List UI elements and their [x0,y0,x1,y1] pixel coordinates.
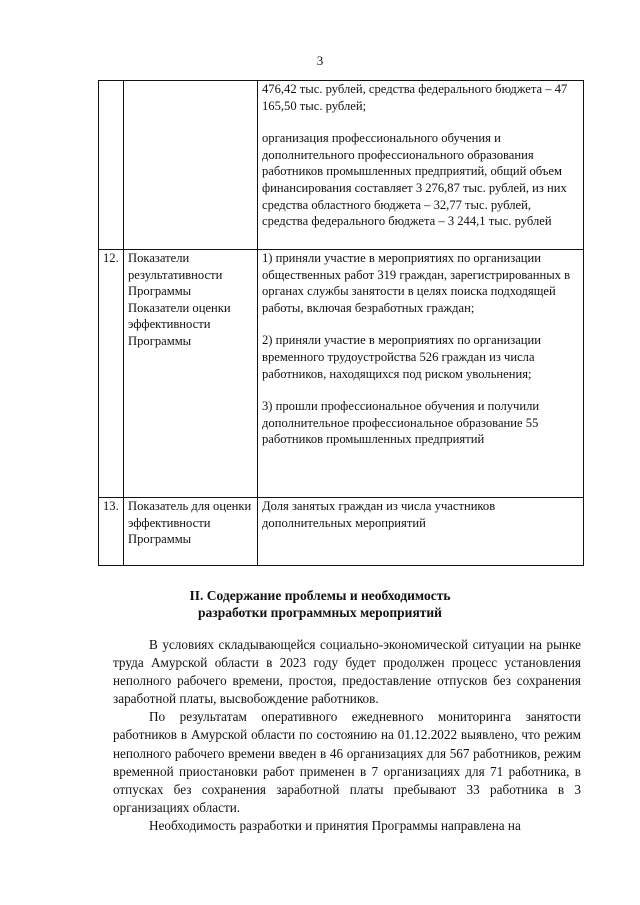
indicator-item-3: 3) прошли профессиональное обучения и получили дополнительное профессиональное образование 55 работников промышленных предприятий [262,399,540,447]
funding-text-b: организация профессионального обучения и дополнительного профессионального образования работников промышленных предприятий, общий объем финансирования составляет 3 276,87 тыс. рублей, из них средства областного бюджета – 32,77 тыс. рублей, средства федерального бюджета – 3 244,1 тыс. рублей [262,131,567,229]
paragraph: По результатам оперативного ежедневного мониторинга занятости работников в Амурской области по состоянию на 01.12.2022 выявлено, что режим неполного рабочего времени введен в 46 организациях для 567 работников, режим временной приостановки работ применен в 7 организациях для 71 работника, в отпусках без сохранения заработной платы пребывают 33 работника в 3 организациях области. [113,709,581,815]
table-cell-value [258,81,584,250]
table-row [99,250,584,498]
page-number: 3 [316,53,324,68]
body-text [113,636,581,835]
row-value [258,250,584,498]
table-row [99,498,584,566]
row-name: Показатели результативности Программы Показатели оценки эффективности Программы [124,250,258,498]
paragraph: Необходимость разработки и принятия Программы направлена на [149,817,521,833]
section-heading [0,587,640,621]
row-number: 13. [99,498,124,566]
table-cell-num [99,81,124,250]
section-heading-line-1: II. Содержание проблемы и необходимость [189,588,451,603]
table-row [99,81,584,250]
funding-text-a: 476,42 тыс. рублей, средства федерального бюджета – 47 165,50 тыс. рублей; [262,82,568,113]
program-passport-table [98,80,584,566]
row-value: Доля занятых граждан из числа участников дополнительных мероприятий [258,498,584,566]
section-heading-line-2: разработки программных мероприятий [198,605,442,620]
indicator-item-2: 2) приняли участие в мероприятиях по организации временного трудоустройства 526 граждан из числа работников, находящихся под риском увольнения; [262,333,542,381]
paragraph: В условиях складывающейся социально-экономической ситуации на рынке труда Амурской области в 2023 году будет продолжен процесс установления неполного рабочего времени, простоя, предоставление отпусков без сохранения заработной платы, высвобождение работников. [113,637,581,707]
row-name: Показатель для оценки эффективности Программы [124,498,258,566]
table-cell-name [124,81,258,250]
indicator-item-1: 1) приняли участие в мероприятиях по организации общественных работ 319 граждан, зарегистрированных в органах службы занятости в целях поиска подходящей работы, включая безработных граждан; [262,251,571,315]
row-number: 12. [99,250,124,498]
